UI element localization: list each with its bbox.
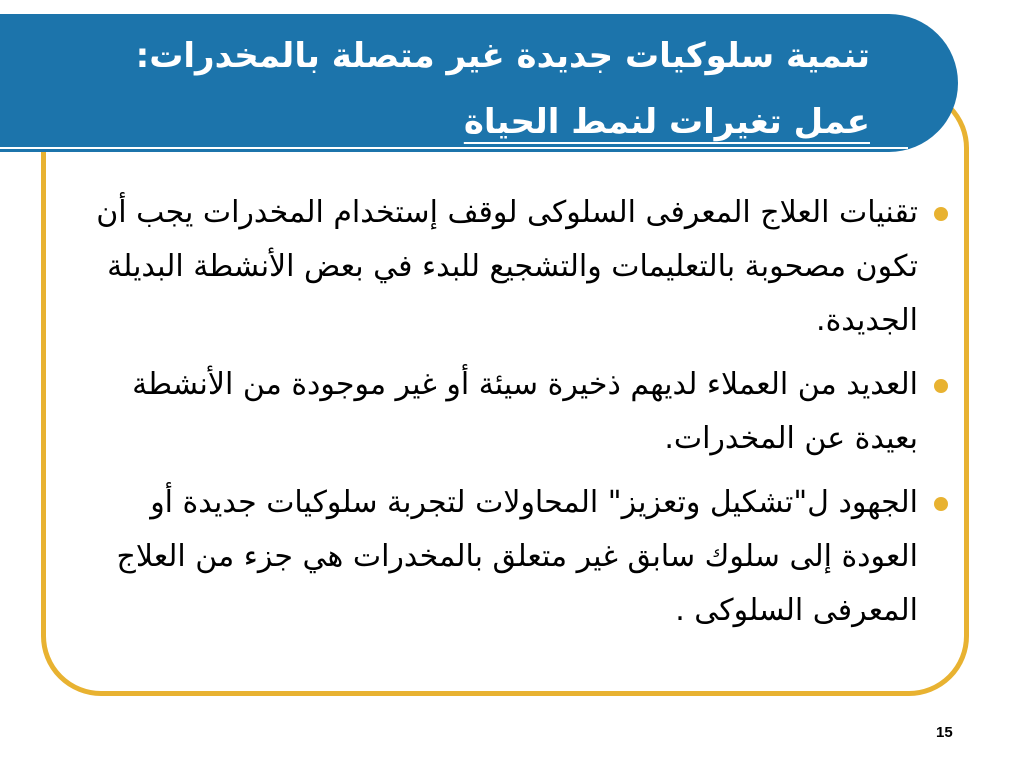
bullet-dot-icon — [934, 497, 948, 511]
slide-title-line-1: تنمية سلوكيات جديدة غير متصلة بالمخدرات: — [135, 36, 870, 76]
slide-title-line-2: عمل تغيرات لنمط الحياة — [463, 102, 870, 142]
title-underline-rule — [0, 147, 908, 149]
title-bar — [0, 14, 958, 152]
bullet-item-3 — [84, 476, 952, 638]
bullet-text-2: العديد من العملاء لديهم ذخيرة سيئة أو غير موجودة من الأنشطة بعيدة عن المخدرات. — [132, 367, 918, 456]
bullet-item-2 — [84, 358, 952, 466]
bullet-text-1: تقنيات العلاج المعرفى السلوكى لوقف إستخدام المخدرات يجب أن تكون مصحوبة بالتعليمات والتشجيع للبدء في بعض الأنشطة البديلة الجديدة. — [96, 195, 918, 338]
bullet-item-1 — [84, 186, 952, 348]
bullet-text-3: الجهود ل"تشكيل وتعزيز" المحاولات لتجربة سلوكيات جديدة أو العودة إلى سلوك سابق غير متعلق بالمخدرات هي جزء من العلاج المعرفى السلوكى . — [116, 485, 918, 628]
bullet-dot-icon — [934, 207, 948, 221]
bullet-dot-icon — [934, 379, 948, 393]
page-number: 15 — [936, 724, 953, 741]
bullet-list — [84, 186, 952, 648]
